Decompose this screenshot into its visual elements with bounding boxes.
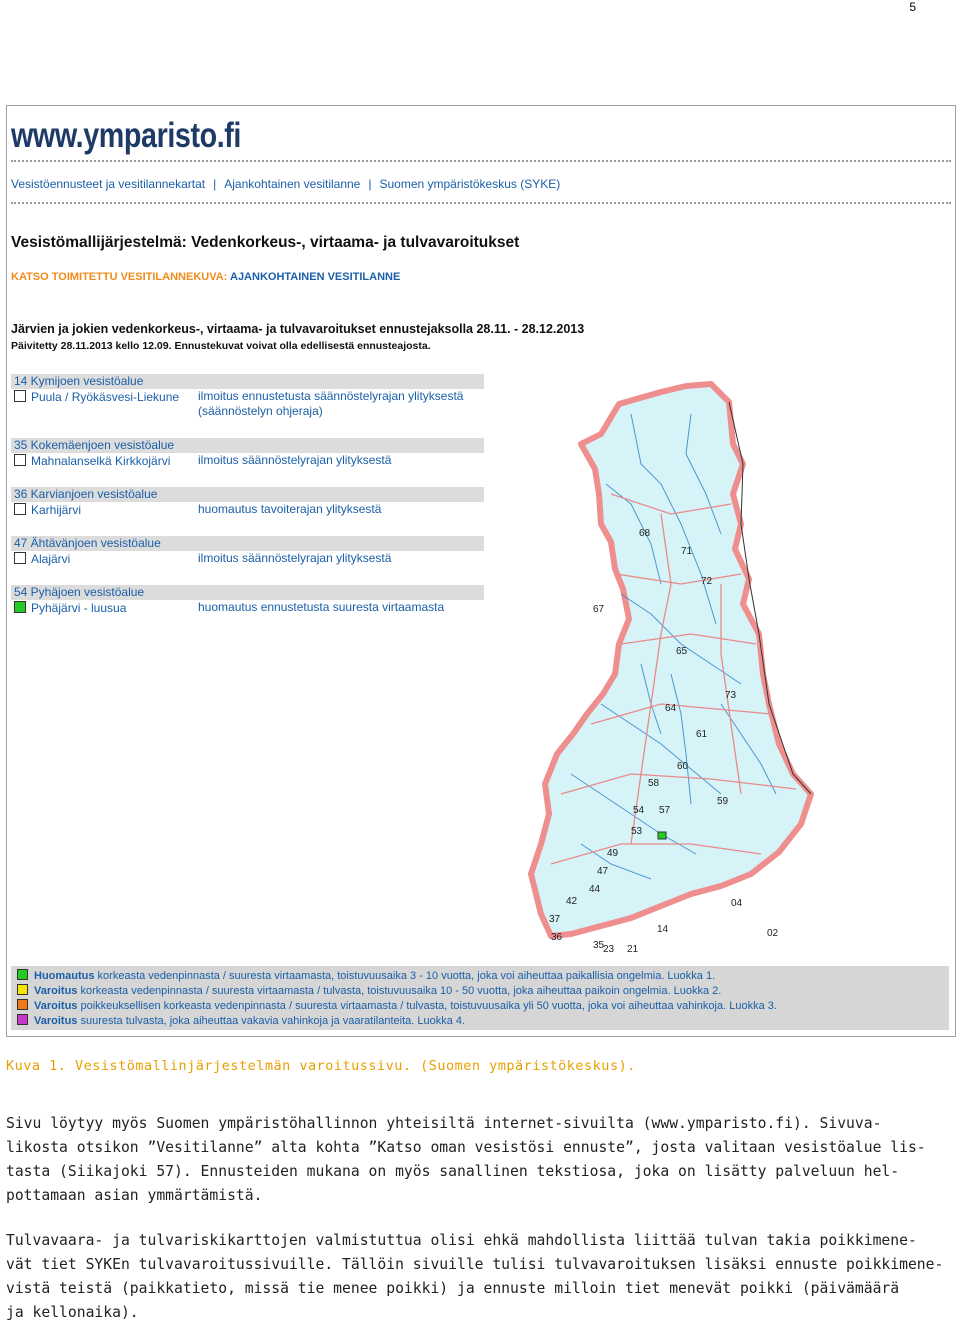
legend-yellow-flag-icon <box>17 984 28 995</box>
updated-note: Päivitetty 28.11.2013 kello 12.09. Ennustekuvat voivat olla edellisestä ennusteajosta. <box>11 340 431 352</box>
alert-site-link[interactable] <box>14 453 170 469</box>
dotted-divider <box>11 160 951 162</box>
finland-outline <box>531 384 811 936</box>
alert-area-link[interactable]: 35 Kokemäenjoen vesistöalue <box>11 438 484 453</box>
nav-separator: | <box>368 177 372 191</box>
paragraph-line: likosta otsikon ”Vesitilanne” alta kohta ”Katso oman vesistösi ennuste”, josta valitaan vesistöalue lis- <box>6 1139 926 1156</box>
nav-separator: | <box>213 177 217 191</box>
alert-site-label: Puula / Ryökäsvesi-Liekune <box>31 390 180 404</box>
alert-site-label: Pyhäjärvi - luusua <box>31 601 127 615</box>
map-basin-label: 02 <box>767 928 779 939</box>
legend-item <box>17 1014 465 1028</box>
map-basin-label: 60 <box>677 761 689 772</box>
alert-flag-icon <box>14 390 26 402</box>
nav-link-syke[interactable]: Suomen ympäristökeskus (SYKE) <box>379 177 561 191</box>
katso-line <box>11 271 400 283</box>
map-basin-label: 47 <box>597 866 609 877</box>
page-title: Vesistömallijärjestelmä: Vedenkorkeus-, virtaama- ja tulvavaroitukset <box>11 234 520 251</box>
map-basin-label: 35 <box>593 940 605 951</box>
alert-message[interactable]: huomautus tavoiterajan ylityksestä <box>198 502 382 516</box>
nav-link-forecasts[interactable]: Vesistöennusteet ja vesitilannekartat <box>11 177 206 191</box>
alert-item <box>11 374 484 418</box>
figure-caption: Kuva 1. Vesistömallinjärjestelmän varoitussivu. (Suomen ympäristökeskus). <box>6 1058 636 1074</box>
paragraph-line: Sivu löytyy myös Suomen ympäristöhallinnon yhteisiltä internet-sivuilta (www.ymparisto.fi). Sivuva- <box>6 1115 882 1132</box>
legend-text: suuresta tulvasta, joka aiheuttaa vakavia vahinkoja ja vaaratilanteita. Luokka 4. <box>77 1015 466 1027</box>
alert-message[interactable]: ilmoitus säännöstelyrajan ylityksestä <box>198 551 392 565</box>
alert-item <box>11 438 484 469</box>
legend-type: Varoitus <box>34 985 78 997</box>
legend-item <box>17 984 721 998</box>
map-basin-label: 37 <box>549 914 561 925</box>
map-basin-label: 53 <box>631 826 643 837</box>
alert-site-link[interactable] <box>14 389 179 405</box>
map-basin-label: 04 <box>731 898 743 909</box>
legend-text: korkeasta vedenpinnasta / suuresta virtaamasta, toistuvuusaika 3 - 10 vuotta, joka voi aiheuttaa paikallisia ongelmia. Luokka 1. <box>94 970 716 982</box>
dotted-divider <box>11 202 951 204</box>
alert-site-label: Alajärvi <box>31 552 71 566</box>
page-number: 5 <box>909 0 916 14</box>
alert-site-label: Karhijärvi <box>31 503 82 517</box>
paragraph-line: vät tiet SYKEn tulvavaroitussivuille. Tällöin sivuille tulisi tulvavaroituksen lisäksi ennuste poikkimene- <box>6 1256 944 1273</box>
alert-flag-icon <box>14 552 26 564</box>
legend-orange-flag-icon <box>17 999 28 1010</box>
map-basin-label: 58 <box>648 778 660 789</box>
nav-link-current-situation[interactable]: Ajankohtainen vesitilanne <box>224 177 361 191</box>
katso-link[interactable]: AJANKOHTAINEN VESITILANNE <box>230 271 401 283</box>
map-basin-label: 73 <box>725 690 737 701</box>
alert-item <box>11 487 484 518</box>
map-basin-label: 64 <box>665 703 677 714</box>
paragraph-2 <box>6 1229 944 1325</box>
alert-site-link[interactable] <box>14 502 81 518</box>
katso-label: KATSO TOIMITETTU VESITILANNEKUVA: <box>11 271 228 283</box>
legend-type: Varoitus <box>34 1015 78 1027</box>
top-navigation <box>11 177 560 191</box>
legend-text: poikkeuksellisen korkeasta vedenpinnasta / suuresta virtaamasta / tulvasta, toistuvuusaika yli 50 vuotta, joka voi aiheuttaa vahinkoja. Luokka 3. <box>77 1000 777 1012</box>
alert-item <box>11 585 484 616</box>
map-basin-label: 68 <box>639 528 651 539</box>
paragraph-1 <box>6 1112 926 1208</box>
alert-item <box>11 536 484 567</box>
map-basin-label: 71 <box>681 546 693 557</box>
map-basin-label: 54 <box>633 805 645 816</box>
paragraph-line: ja kellonaika). <box>6 1304 139 1321</box>
map-basin-label: 57 <box>659 805 671 816</box>
finland-watershed-map[interactable] <box>511 374 821 954</box>
alert-message[interactable]: huomautus ennustetusta suuresta virtaamasta <box>198 600 445 614</box>
map-alert-flag <box>658 832 666 839</box>
map-basin-label: 14 <box>657 924 669 935</box>
alert-flag-icon <box>14 454 26 466</box>
legend-type: Huomautus <box>34 970 95 982</box>
legend-purple-flag-icon <box>17 1014 28 1025</box>
screenshot-figure <box>6 105 956 1037</box>
alert-area-link[interactable]: 14 Kymijoen vesistöalue <box>11 374 484 389</box>
map-basin-label: 72 <box>701 576 713 587</box>
map-basin-label: 21 <box>627 944 639 954</box>
alert-message-text: ilmoitus ennustetusta säännöstelyrajan ylityksestä <box>198 389 464 403</box>
paragraph-line: Tulvavaara- ja tulvariskikarttojen valmistuttua olisi ehkä mahdollista liittää tulvan takia poikkimene- <box>6 1232 917 1249</box>
alert-flag-icon <box>14 503 26 515</box>
alert-message[interactable] <box>198 389 488 419</box>
map-basin-label: 59 <box>717 796 729 807</box>
map-basin-label: 67 <box>593 604 605 615</box>
alert-message[interactable]: ilmoitus säännöstelyrajan ylityksestä <box>198 453 392 467</box>
forecast-title: Järvien ja jokien vedenkorkeus-, virtaama- ja tulvavaroitukset ennustejaksolla 28.11. - 28.12.2013 <box>11 322 585 336</box>
alert-flag-icon <box>14 601 26 613</box>
alert-site-link[interactable] <box>14 551 70 567</box>
alert-site-link[interactable] <box>14 600 126 616</box>
alert-area-link[interactable]: 36 Karvianjoen vesistöalue <box>11 487 484 502</box>
legend-item <box>17 969 715 983</box>
legend-text: korkeasta vedenpinnasta / suuresta virtaamasta / tulvasta, toistuvuusaika 10 - 50 vuotta, joka aiheuttaa paikoin ongelmia. Luokka 2. <box>77 985 722 997</box>
paragraph-line: vistä teistä (paikkatieto, missä tie menee poikki) ja ennuste milloin tiet menevät poikki (päivämäärä <box>6 1280 900 1297</box>
map-basin-label: 23 <box>603 944 615 954</box>
map-basin-label: 61 <box>696 729 708 740</box>
paragraph-line: tasta (Siikajoki 57). Ennusteiden mukana on myös sanallinen tekstiosa, joka on lisätty palveluun hel- <box>6 1163 900 1180</box>
alert-site-label: Mahnalanselkä Kirkkojärvi <box>31 454 171 468</box>
legend-type: Varoitus <box>34 1000 78 1012</box>
map-basin-label: 49 <box>607 848 619 859</box>
warning-legend <box>11 966 949 1030</box>
alert-area-link[interactable]: 54 Pyhäjoen vesistöalue <box>11 585 484 600</box>
legend-green-flag-icon <box>17 969 28 980</box>
map-basin-label: 44 <box>589 884 601 895</box>
legend-item <box>17 999 777 1013</box>
alert-message-extra: (säännöstelyn ohjeraja) <box>198 404 323 418</box>
paragraph-line: pottamaan asian ymmärtämistä. <box>6 1187 263 1204</box>
alert-area-link[interactable]: 47 Ähtävänjoen vesistöalue <box>11 536 484 551</box>
map-basin-label: 65 <box>676 646 688 657</box>
map-basin-label: 42 <box>566 896 578 907</box>
site-logo[interactable]: www.ymparisto.fi <box>11 116 241 155</box>
map-basin-label: 36 <box>551 932 563 943</box>
